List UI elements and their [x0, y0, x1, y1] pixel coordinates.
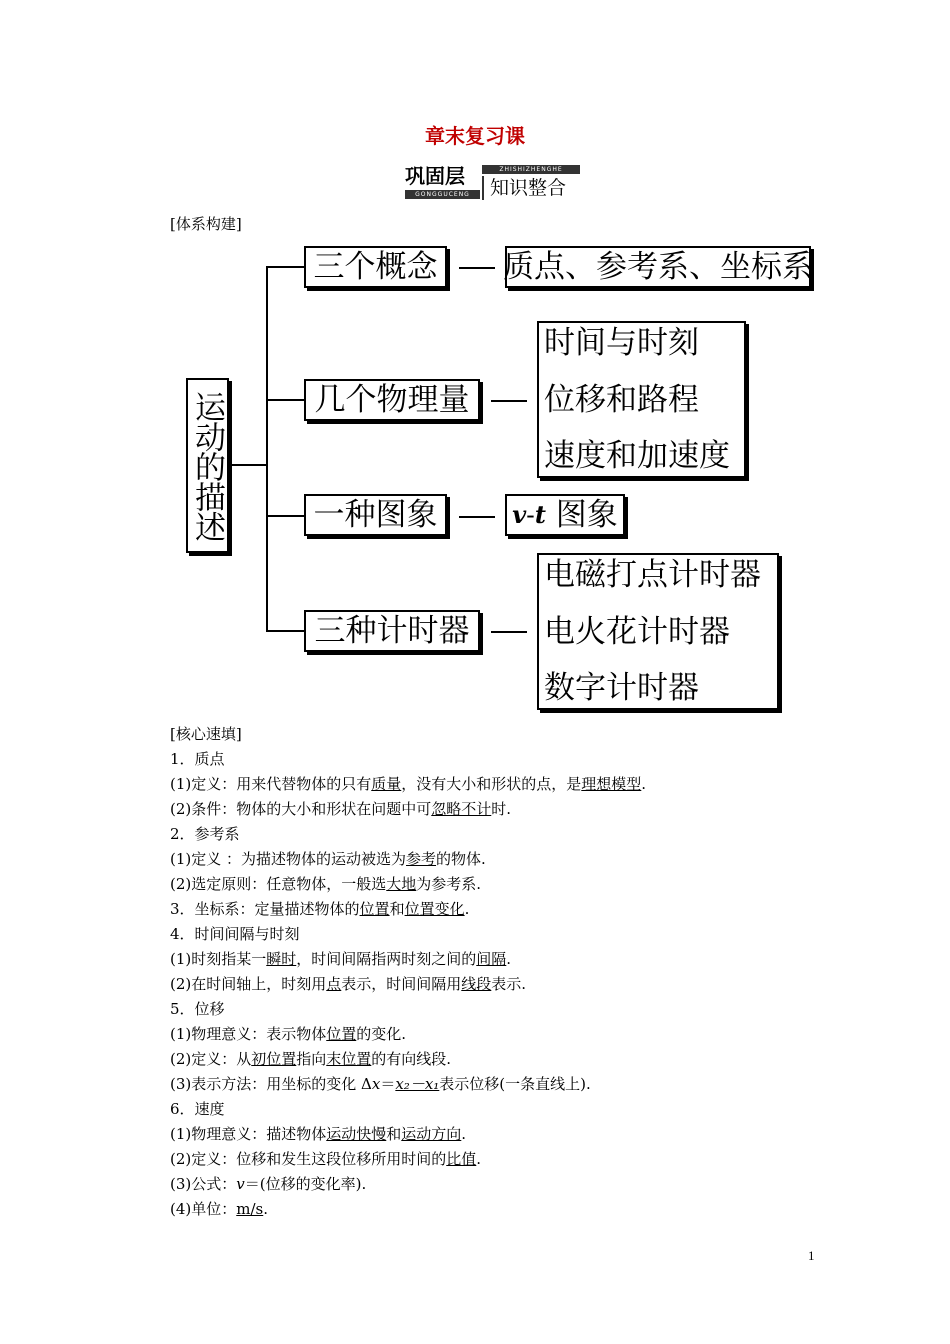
connector-dash	[491, 631, 527, 633]
banner-right-label: 知识整合	[482, 176, 580, 200]
diagram-branch-concepts: 三个概念	[304, 246, 447, 288]
vt-dash: -	[526, 501, 535, 529]
text-line: (1)物理意义：表示物体位置的变化.	[170, 1025, 407, 1043]
diagram-root: 运动的描述	[186, 378, 229, 553]
text-line: (4)单位：m/s.	[170, 1200, 269, 1218]
heading-displacement: 5．位移	[170, 1000, 225, 1018]
text-line: (1)时刻指某一瞬时，时间间隔指两时刻之间的间隔.	[170, 950, 512, 968]
banner-left-pinyin: GONGGUCENG	[405, 190, 480, 199]
diagram-leaf-graph	[505, 494, 625, 536]
connector-line	[266, 515, 304, 517]
diagram-leaf-quantities	[537, 321, 746, 478]
text-line: 3．坐标系：定量描述物体的位置和位置变化.	[170, 900, 470, 918]
banner-left-label: 巩固层	[405, 164, 465, 188]
timer-item: 数字计时器	[544, 670, 699, 706]
heading-time: 4．时间间隔与时刻	[170, 925, 300, 943]
diagram-leaf-timers	[537, 553, 779, 710]
text-line: (2)在时间轴上，时刻用点表示，时间间隔用线段表示.	[170, 975, 527, 993]
diagram-leaf-concepts: 质点、参考系、坐标系	[505, 246, 811, 288]
text-line: (1)定义 ：为描述物体的运动被选为参考的物体.	[170, 850, 486, 868]
core-content	[170, 722, 646, 1222]
heading-velocity: 6．速度	[170, 1100, 225, 1118]
quantity-item: 速度和加速度	[544, 438, 730, 474]
vt-v: v	[512, 500, 527, 529]
banner-right-pinyin: ZHISHIZHENGHE	[482, 165, 580, 174]
text-line: (2)定义：从初位置指向末位置的有向线段.	[170, 1050, 452, 1068]
timer-item: 电火花计时器	[544, 614, 730, 650]
connector-dash	[459, 516, 495, 518]
diagram-branch-timers: 三种计时器	[304, 610, 480, 652]
section-banner	[405, 163, 580, 203]
connector-line	[266, 266, 304, 268]
quantity-item: 时间与时刻	[544, 325, 699, 361]
connector-line	[266, 266, 268, 631]
text-line: (1)定义：用来代替物体的只有质量，没有大小和形状的点，是理想模型.	[170, 775, 647, 793]
connector-dash	[491, 400, 527, 402]
text-line: (3)公式：v＝(位移的变化率).	[170, 1175, 367, 1193]
vt-rest: 图象	[545, 496, 618, 533]
page-number: 1	[808, 1248, 815, 1263]
text-line: (2)定义：位移和发生这段位移所用时间的比值.	[170, 1150, 482, 1168]
diagram-branch-quantities: 几个物理量	[304, 379, 480, 421]
text-line: (1)物理意义：描述物体运动快慢和运动方向.	[170, 1125, 467, 1143]
connector-line	[229, 464, 267, 466]
heading-particle: 1．质点	[170, 750, 225, 768]
connector-line	[266, 399, 304, 401]
page-title: 章末复习课	[425, 124, 525, 148]
vt-t: t	[534, 500, 546, 529]
timer-item: 电磁打点计时器	[544, 557, 761, 593]
diagram-branch-graph: 一种图象	[304, 494, 447, 536]
heading-reference-frame: 2．参考系	[170, 825, 240, 843]
connector-line	[266, 630, 304, 632]
text-line: (3)表示方法：用坐标的变化 Δx＝x₂－x₁表示位移(一条直线上).	[170, 1075, 591, 1093]
section-label-structure: [体系构建]	[170, 215, 242, 233]
connector-dash	[459, 267, 495, 269]
quantity-item: 位移和路程	[544, 382, 699, 418]
text-line: (2)选定原则：任意物体，一般选大地为参考系.	[170, 875, 482, 893]
text-line: (2)条件：物体的大小和形状在问题中可忽略不计时.	[170, 800, 512, 818]
section-label-core: [核心速填]	[170, 725, 242, 743]
